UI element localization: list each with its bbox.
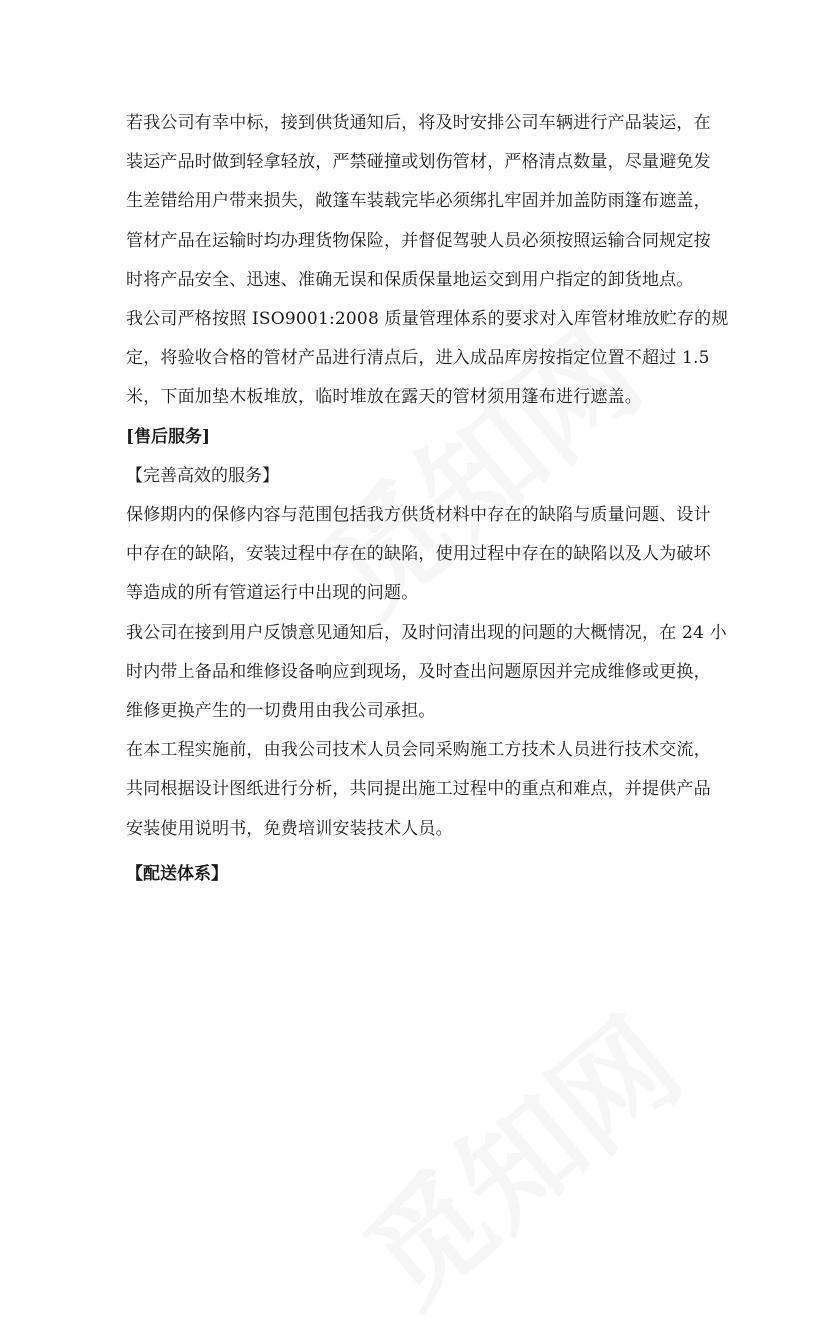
text-line: 若我公司有幸中标，接到供货通知后，将及时安排公司车辆进行产品装运，在	[126, 113, 711, 133]
text-line: 安装使用说明书，免费培训安装技术人员。	[126, 818, 453, 839]
text-line: 管材产品在运输时均办理货物保险，并督促驾驶人员必须按照运输合同规定按	[126, 230, 711, 251]
paragraph-response	[126, 614, 727, 732]
text-line: 我公司严格按照 ISO9001:2008 质量管理体系的要求对入库管材堆放贮存的规	[126, 309, 729, 330]
text-line: 我公司在接到用户反馈意见通知后，及时问清出现的问题的大概情况，在 24 小	[126, 622, 727, 643]
paragraph-technical-exchange	[126, 731, 711, 849]
text-line: 中存在的缺陷，安装过程中存在的缺陷，使用过程中存在的缺陷以及人为破坏	[126, 544, 711, 565]
text-line: 等造成的所有管道运行中出现的问题。	[126, 583, 419, 604]
text-line: 维修更换产生的一切费用由我公司承担。	[126, 701, 436, 722]
document-body	[126, 104, 729, 894]
text-line: 装运产品时做到轻拿轻放，严禁碰撞或划伤管材，严格清点数量，尽量避免发	[126, 152, 711, 173]
subheading-service: 【完善高效的服务】	[126, 465, 279, 486]
text-line: 米，下面加垫木板堆放，临时堆放在露天的管材须用篷布进行遮盖。	[126, 387, 642, 408]
paragraph-transport	[126, 104, 711, 300]
text-line: 保修期内的保修内容与范围包括我方供货材料中存在的缺陷与质量问题、设计	[126, 505, 711, 526]
watermark-bottom	[324, 1012, 657, 1327]
text-line: 定，将验收合格的管材产品进行清点后，进入成品库房按指定位置不超过 1.5	[126, 348, 710, 369]
text-line: 生差错给用户带来损失，敞篷车装载完毕必须绑扎牢固并加盖防雨篷布遮盖，	[126, 191, 711, 212]
section-heading-after-sales: [售后服务]	[126, 426, 211, 447]
text-line: 共同根据设计图纸进行分析，共同提出施工过程中的重点和难点，并提供产品	[126, 779, 711, 800]
paragraph-storage	[126, 300, 729, 418]
paragraph-warranty-scope	[126, 496, 711, 614]
text-line: 时内带上备品和维修设备响应到现场，及时查出问题原因并完成维修或更换，	[126, 661, 711, 682]
section-heading-delivery: 【配送体系】	[126, 863, 228, 884]
text-line: 在本工程实施前，由我公司技术人员会同采购施工方技术人员进行技术交流，	[126, 740, 711, 761]
text-line: 时将产品安全、迅速、准确无误和保质保量地运交到用户指定的卸货地点。	[126, 269, 694, 290]
